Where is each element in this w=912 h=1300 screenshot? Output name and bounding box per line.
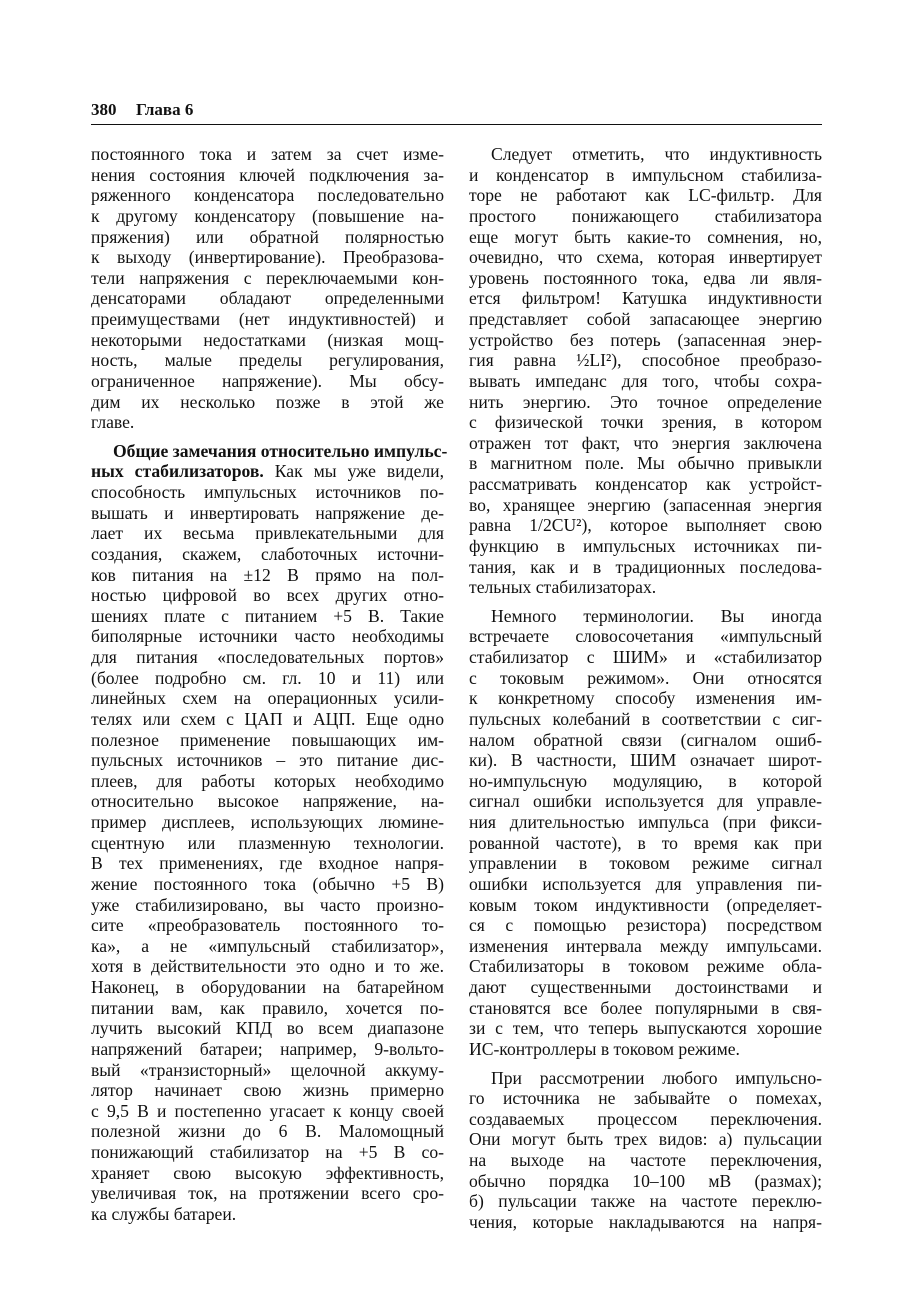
text-line: ется фильтром! Катушка индуктивности: [469, 288, 822, 309]
text-line: управлении в токовом режиме сигнал: [469, 853, 822, 874]
text-line: ностью цифровой во всех других отно-: [91, 585, 444, 606]
text-line: Они могут быть трех видов: а) пульсации: [469, 1129, 822, 1150]
text-line: ковым током индуктивности (определяет-: [469, 894, 822, 915]
text-line: ошибки используется для управления пи-: [469, 873, 822, 894]
text-line: лятор начинает свою жизнь примерно: [91, 1080, 444, 1101]
text-line: вышать и инвертировать напряжение де-: [91, 502, 444, 523]
text-line: ка службы батареи.: [91, 1203, 237, 1224]
text-line: отражен тот факт, что энергия заключена: [469, 432, 822, 453]
text-line: встречаете словосочетания «импульсный: [469, 626, 822, 647]
text-line: В тех применениях, где входное напря-: [91, 853, 444, 874]
text-line: ных стабилизаторов. Как мы уже видели,: [91, 461, 444, 482]
text-line: При рассмотрении любого импульсно-: [491, 1067, 822, 1088]
text-line: с 9,5 В и постепенно угасает к концу своей: [91, 1100, 444, 1121]
text-line: налом обратной связи (сигналом ошиб-: [469, 729, 822, 750]
text-line: но-импульсную модуляцию, в которой: [469, 770, 822, 791]
text-line: дим их несколько позже в этой же: [91, 391, 444, 412]
text-line: пряжения) или обратной полярностью: [91, 226, 444, 247]
text-line: денсаторами обладают определенными: [91, 288, 444, 309]
paragraph-gap: [469, 1060, 822, 1068]
text-line: тания, как и в традиционных последова-: [469, 556, 822, 577]
text-line: Стабилизаторы в токовом режиме обла-: [469, 956, 822, 977]
text-line: некоторыми недостатками (низкая мощ-: [91, 329, 444, 350]
text-line: ряженного конденсатора последовательно: [91, 185, 444, 206]
text-line: с токовым режимом». Они относятся: [469, 667, 822, 688]
text-line: функцию в импульсных источниках пи-: [469, 535, 822, 556]
text-line: ния длительностью импульса (при фикси-: [469, 812, 822, 832]
text-line: вый «транзисторный» щелочной аккуму-: [91, 1059, 444, 1080]
text-line: для питания «последовательных портов»: [91, 647, 444, 667]
text-line: жение постоянного тока (обычно +5 В): [91, 873, 444, 894]
page-header: [91, 100, 822, 125]
text-line: уровень постоянного тока, едва ли явля-: [469, 267, 822, 288]
text-line: пульсных колебаний в соответствии с сиг-: [469, 708, 822, 729]
text-line: постоянного тока и затем за счет изме-: [91, 144, 444, 164]
text-line: храняет свою высокую эффективность,: [91, 1162, 444, 1183]
text-line: создания, скажем, слаботочных источни-: [91, 543, 444, 564]
bold-run: ных стабилизаторов.: [91, 461, 264, 482]
text-line: изменения интервала между импульсами.: [469, 935, 822, 956]
text-line: во, хранящее энергию (запасенная энергия: [469, 494, 822, 515]
text-line: на выходе на частоте переключения,: [469, 1150, 822, 1170]
text-line: понижающий стабилизатор на +5 В со-: [91, 1142, 444, 1162]
text-line: питании вам, как правило, хочется по-: [91, 997, 444, 1018]
text-line: очевидно, что схема, которая инвертирует: [469, 247, 822, 268]
text-line: стабилизатор с ШИМ» и «стабилизатор: [469, 647, 822, 667]
text-line: торе не работают как LC-фильтр. Для: [469, 185, 822, 206]
text-line: напряжений батареи; например, 9-вольто-: [91, 1038, 444, 1059]
text-line: вывать импеданс для того, чтобы сохра-: [469, 370, 822, 391]
text-line: полезное применение повышающих им-: [91, 729, 444, 750]
text-line: (более подробно см. гл. 10 и 11) или: [91, 667, 444, 688]
text-line: зи с тем, что теперь выпускаются хорошие: [469, 1018, 822, 1039]
text-line: [91, 440, 448, 462]
text-line: ность, малые пределы регулирования,: [91, 350, 444, 371]
text-line: к конкретному способу изменения им-: [469, 688, 822, 709]
text-line: создаваемых процессом переключения.: [469, 1108, 822, 1129]
text-line: телях или схем с ЦАП и АЦП. Еще одно: [91, 708, 444, 729]
text-line: тели напряжения с переключаемыми кон-: [91, 267, 444, 288]
text-line: в магнитном поле. Мы обычно привыкли: [469, 453, 822, 474]
text-line: относительно высокое напряжение, на-: [91, 791, 444, 812]
text-line: полезной жизни до 6 В. Маломощный: [91, 1121, 444, 1142]
text-line: становятся все более популярными в свя-: [469, 997, 822, 1018]
text-line: рованной частоте), в то время как при: [469, 832, 822, 853]
text-line: лучить высокий КПД во всем диапазоне: [91, 1018, 444, 1039]
text-line: нить энергию. Это точное определение: [469, 391, 822, 412]
text-line: линейных схем на операционных усили-: [91, 688, 444, 709]
text-line: еще могут быть какие-то сомнения, но,: [469, 226, 822, 247]
text-line: преимуществами (нет индуктивностей) и: [91, 309, 444, 329]
text-line: сигнал ошибки используется для управле-: [469, 791, 822, 812]
page-number: 380: [91, 100, 117, 119]
text-line: биполярные источники часто необходимы: [91, 626, 444, 647]
text-line: ся с помощью резистора) посредством: [469, 915, 822, 936]
text-line: чения, которые накладываются на напря-: [469, 1211, 822, 1232]
text-line: ков питания на ±12 В прямо на пол-: [91, 564, 444, 585]
text-line: дают существенными достоинствами и: [469, 977, 822, 997]
text-line: способность импульсных источников по-: [91, 482, 444, 502]
text-line: главе.: [91, 412, 135, 433]
text-line: к выходу (инвертирование). Преобразова-: [91, 247, 444, 268]
text-line: го источника не забывайте о помехах,: [469, 1088, 822, 1109]
text-line: ки). В частности, ШИМ означает широт-: [469, 750, 822, 771]
bold-run: Общие замечания относительно импульс-: [113, 440, 448, 461]
text-line: б) пульсации также на частоте переклю-: [469, 1191, 822, 1212]
text-line: с физической точки зрения, в котором: [469, 412, 822, 433]
text-line: уже стабилизировано, вы часто произно-: [91, 894, 444, 915]
text-line: Наконец, в оборудовании на батарейном: [91, 977, 444, 997]
text-line: ограниченное напряжение). Мы обсу-: [91, 370, 444, 391]
text-line: пульсных источников – это питание дис-: [91, 750, 444, 771]
text-line: нения состояния ключей подключения за-: [91, 164, 444, 185]
paragraph-gap: [91, 433, 444, 441]
text-line: к другому конденсатору (повышение на-: [91, 205, 444, 226]
chapter-title: Глава 6: [136, 100, 194, 119]
text-line: сите «преобразователь постоянного то-: [91, 915, 444, 936]
text-line: увеличивая ток, на протяжении всего сро-: [91, 1183, 444, 1204]
text-line: ИС-контроллеры в токовом режиме.: [469, 1038, 740, 1059]
paragraph-gap: [469, 598, 822, 606]
text-line: тельных стабилизаторах.: [469, 577, 657, 598]
text-line: Немного терминологии. Вы иногда: [491, 605, 822, 626]
right-column: [469, 144, 822, 1233]
text-line: гия равна ½LI²), способное преобразо-: [469, 350, 822, 371]
text-line: шениях плате с питанием +5 В. Такие: [91, 605, 444, 626]
text-line: обычно порядка 10–100 мВ (размах);: [469, 1170, 822, 1191]
text-line: устройство без потерь (запасенная энер-: [469, 329, 822, 350]
text-line: ка», а не «импульсный стабилизатор»,: [91, 935, 444, 956]
text-line: пример дисплеев, использующих люмине-: [91, 812, 444, 832]
text-line: плеев, для работы которых необходимо: [91, 770, 444, 791]
text-line: Следует отметить, что индуктивность: [491, 144, 822, 164]
text-line: простого понижающего стабилизатора: [469, 205, 822, 226]
text-line: представляет собой запасающее энергию: [469, 309, 822, 329]
text-line: лает их весьма привлекательными для: [91, 523, 444, 544]
text-line: хотя в действительности это одно и то же.: [91, 956, 444, 977]
text-line: равна 1/2CU²), которое выполняет свою: [469, 515, 822, 536]
text-line: и конденсатор в импульсном стабилиза-: [469, 164, 822, 185]
text-line: рассматривать конденсатор как устройст-: [469, 474, 822, 494]
left-column: [91, 144, 448, 1225]
text-line: сцентную или плазменную технологии.: [91, 832, 444, 853]
